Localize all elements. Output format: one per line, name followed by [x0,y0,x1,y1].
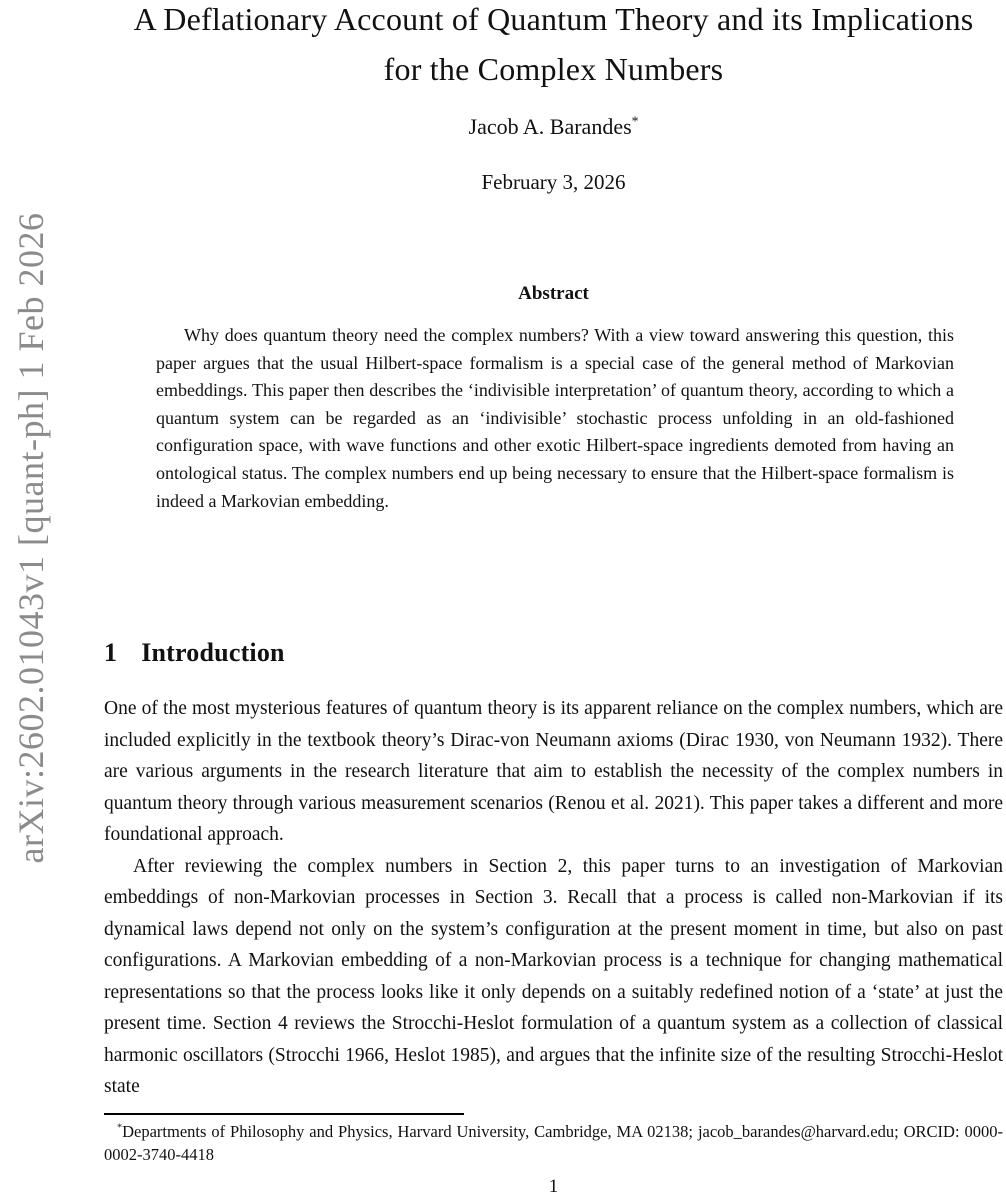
footnote-text: Departments of Philosophy and Physics, Harvard University, Cambridge, MA 02138; jacob_barandes@harvard.edu; ORCID: 0000-0002-3740-4418 [104,1122,1003,1164]
author-footnote-marker: * [631,113,639,129]
section-number: 1 [104,638,118,667]
paper-title-line2: for the Complex Numbers [383,51,724,87]
arxiv-watermark: arXiv:2602.01043v1 [quant-ph] 1 Feb 2026 [11,212,51,864]
body-paragraph: One of the most mysterious features of quantum theory is its apparent reliance on the complex numbers, which are included explicitly in the textbook theory’s Dirac-von Neumann axioms (Dirac 1930, von Neumann 1932). There are various arguments in the research literature that aim to establish the necessity of the complex numbers in quantum theory through various measurement scenarios (Renou et al. 2021). This paper takes a different and more foundational approach. [104,698,1003,845]
paper-title-line1: A Deflationary Account of Quantum Theory and its Implications [133,1,974,37]
footnote [104,1120,1003,1166]
footnote-rule [104,1113,464,1115]
paper-title [104,0,1003,94]
abstract-heading: Abstract [518,283,589,304]
paper-date: February 3, 2026 [481,170,626,194]
paper-content [104,0,1003,1200]
footnote-marker: * [117,1122,123,1134]
body-paragraph: After reviewing the complex numbers in Section 2, this paper turns to an investigation of Markovian embeddings of non-Markovian processes in Section 3. Recall that a process is called non-Markovian if its dynamical laws depend not only on the system’s configuration at the present moment in time, but also on past configurations. A Markovian embedding of a non-Markovian process is a technique for changing mathematical representations so that the process looks like it only depends on a suitably redefined notion of a ‘state’ at just the present time. Section 4 reviews the Strocchi-Heslot formulation of a quantum system as a collection of classical harmonic oscillators (Strocchi 1966, Heslot 1985), and argues that the infinite size of the resulting Strocchi-Heslot state [104,855,1003,1097]
section-heading-introduction [104,638,285,668]
author-name: Jacob A. Barandes [468,114,632,139]
section-title: Introduction [141,638,285,667]
abstract-text: Why does quantum theory need the complex numbers? With a view toward answering this question, this paper argues that the usual Hilbert-space formalism is a special case of the general method of Markovian embeddings. This paper then describes the ‘indivisible interpretation’ of quantum theory, according to which a quantum system can be regarded as an ‘indivisible’ stochastic process unfolding in an old-fashioned configuration space, with wave functions and other exotic Hilbert-space ingredients demoted from having an ontological status. The complex numbers end up being necessary to ensure that the Hilbert-space formalism is indeed a Markovian embedding. [156,325,954,511]
body-text [104,693,1003,1103]
page-number: 1 [548,1176,559,1197]
author-line [104,114,1003,140]
